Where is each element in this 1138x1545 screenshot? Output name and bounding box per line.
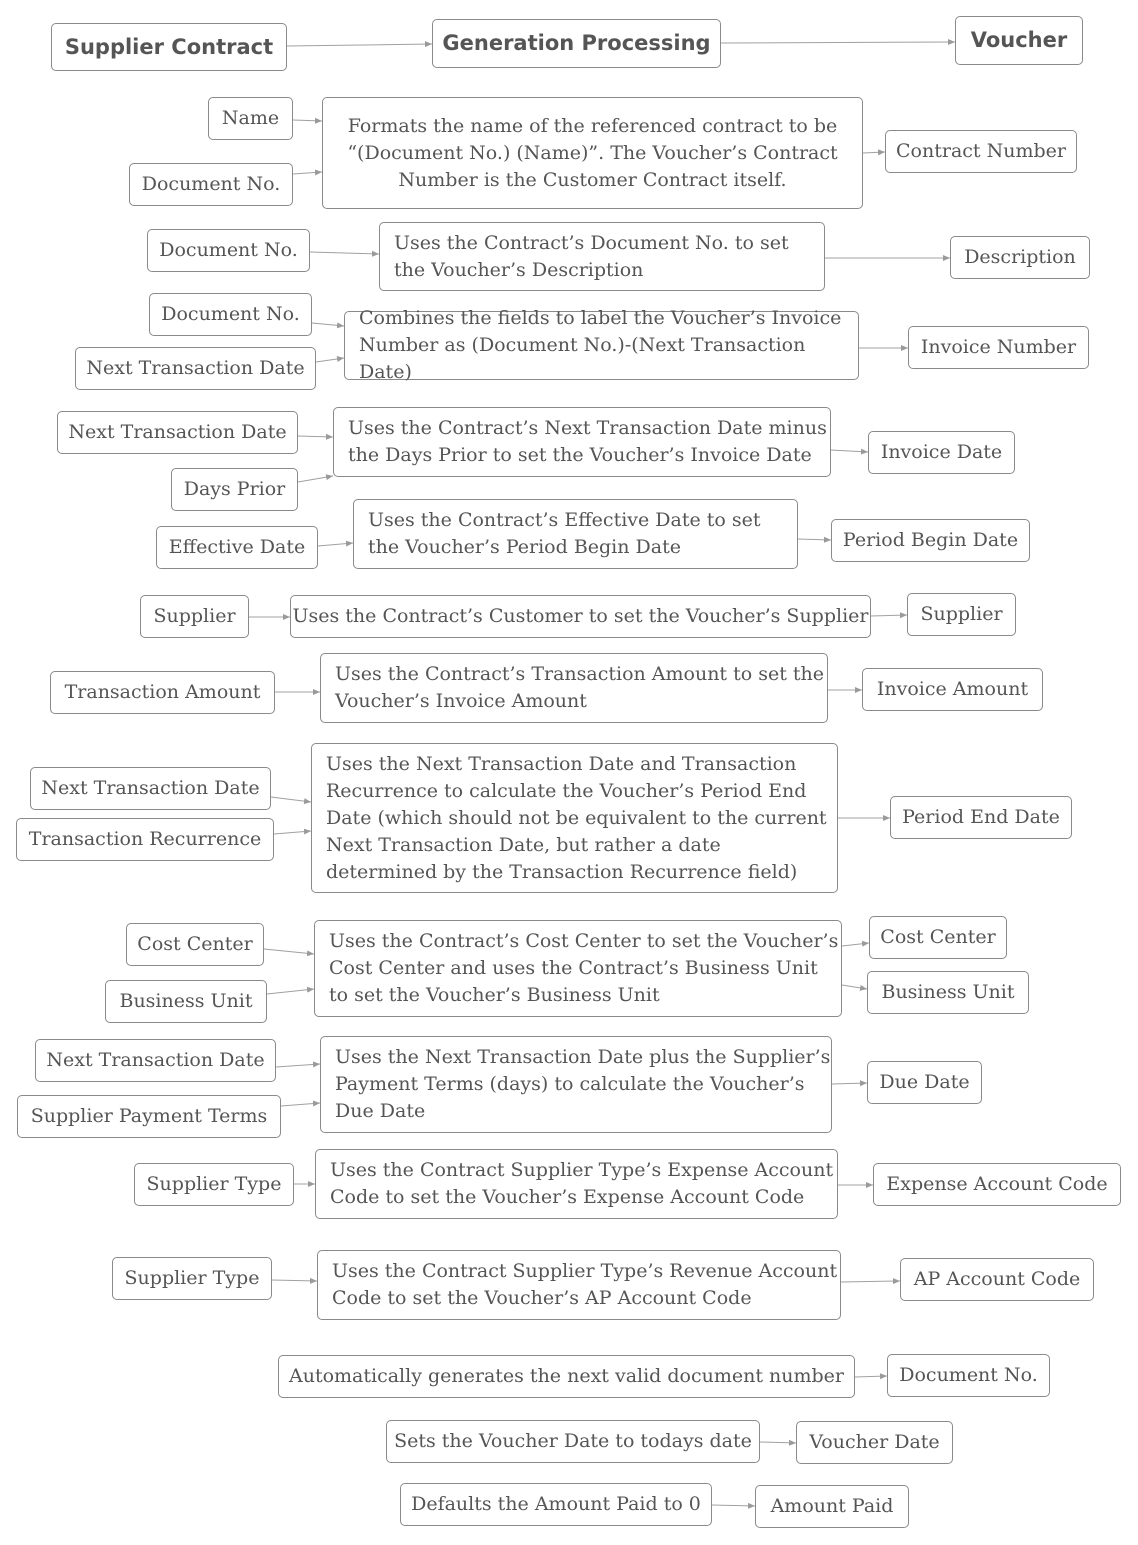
connector-arrow	[842, 943, 869, 946]
input-field-label: Business Unit	[119, 990, 253, 1012]
output-field-box	[868, 431, 1015, 474]
input-field-label: Supplier Type	[124, 1267, 260, 1289]
connector-arrow	[760, 1442, 796, 1443]
output-field-box	[890, 796, 1072, 839]
process-description: Sets the Voucher Date to todays date	[394, 1430, 752, 1452]
output-field-label: Amount Paid	[770, 1495, 894, 1517]
output-field-box	[867, 971, 1029, 1014]
process-description: Uses the Contract Supplier Type’s Revenue Account Code to set the Voucher’s AP Account Code	[332, 1260, 838, 1309]
input-field-box	[30, 767, 271, 810]
process-description: Automatically generates the next valid document number	[288, 1365, 845, 1387]
output-field-label: Business Unit	[881, 981, 1015, 1003]
connector-arrow	[712, 1505, 755, 1506]
connector-arrow	[276, 1064, 320, 1067]
input-field-label: Supplier Payment Terms	[30, 1105, 268, 1127]
input-field-box	[112, 1257, 272, 1300]
connector-arrow	[298, 436, 333, 437]
output-field-label: Invoice Number	[920, 336, 1077, 358]
process-box	[322, 97, 863, 209]
input-field-label: Next Transaction Date	[46, 1049, 265, 1071]
input-field-label: Next Transaction Date	[41, 777, 260, 799]
process-description: Uses the Contract’s Document No. to set the Voucher’s Description	[394, 231, 789, 281]
output-field-label: Period End Date	[902, 806, 1060, 828]
input-field-label: Transaction Amount	[64, 681, 261, 703]
output-field-box	[900, 1258, 1094, 1301]
process-description: Uses the Next Transaction Date plus the Supplier’s Payment Terms (days) to calculate the Voucher’s Due Date	[335, 1046, 831, 1122]
connector-arrow	[287, 44, 432, 46]
input-field-label: Document No.	[159, 239, 298, 261]
input-field-box	[105, 980, 267, 1023]
process-description: Uses the Contract’s Customer to set the Voucher’s Supplier	[292, 605, 869, 627]
input-field-box	[208, 97, 293, 140]
connector-arrow	[318, 543, 353, 546]
process-box	[320, 1036, 832, 1133]
header-supplier-contract-label: Supplier Contract	[64, 34, 274, 59]
process-box	[400, 1483, 712, 1526]
input-field-box	[156, 526, 318, 569]
output-field-box	[755, 1485, 909, 1528]
input-field-label: Document No.	[161, 303, 300, 325]
connector-arrow	[842, 985, 867, 989]
output-field-box	[908, 326, 1089, 369]
input-field-box	[134, 1163, 294, 1206]
process-box	[314, 920, 842, 1017]
process-description: Uses the Contract’s Next Transaction Date minus the Days Prior to set the Voucher’s Invoice Date	[348, 417, 827, 466]
input-field-box	[129, 163, 293, 206]
connector-arrow	[281, 1103, 320, 1106]
process-description: Formats the name of the referenced contract to be “(Document No.) (Name)”. The Voucher’s Contract Number is the Customer Contract itself.	[347, 114, 838, 191]
input-field-label: Supplier Type	[146, 1173, 282, 1195]
process-box	[278, 1355, 855, 1398]
output-field-label: Expense Account Code	[886, 1173, 1108, 1195]
connector-arrow	[298, 476, 333, 482]
process-box	[317, 1250, 841, 1320]
output-field-box	[862, 668, 1043, 711]
connector-arrow	[293, 172, 322, 174]
process-description: Uses the Contract Supplier Type’s Expense Account Code to set the Voucher’s Expense Account Code	[330, 1159, 834, 1208]
connector-arrow	[271, 797, 311, 802]
output-field-label: Document No.	[899, 1364, 1038, 1386]
connector-arrow	[841, 1281, 900, 1282]
output-field-box	[867, 1061, 982, 1104]
output-field-box	[887, 1354, 1050, 1397]
header-generation-processing	[432, 19, 721, 68]
input-field-box	[147, 229, 310, 272]
header-supplier-contract	[51, 23, 287, 71]
input-field-label: Next Transaction Date	[68, 421, 287, 443]
connector-arrow	[274, 831, 311, 834]
connector-arrow	[721, 42, 955, 43]
process-description: Uses the Contract’s Cost Center to set the Voucher’s Cost Center and uses the Contract’s Business Unit to set the Voucher’s Business Unit	[329, 930, 839, 1006]
input-field-label: Days Prior	[183, 478, 286, 500]
output-field-label: Voucher Date	[809, 1431, 940, 1453]
output-field-label: Invoice Date	[880, 441, 1003, 463]
connector-arrow	[798, 539, 831, 540]
input-field-label: Document No.	[141, 173, 281, 195]
output-field-box	[869, 916, 1007, 959]
input-field-box	[75, 347, 316, 390]
process-description: Uses the Contract’s Effective Date to set the Voucher’s Period Begin Date	[368, 509, 761, 558]
connector-arrow	[316, 358, 344, 362]
process-box	[315, 1149, 838, 1219]
input-field-label: Transaction Recurrence	[28, 828, 262, 850]
process-box	[386, 1420, 760, 1463]
output-field-label: Period Begin Date	[842, 529, 1019, 551]
connector-arrow	[310, 252, 379, 254]
process-description: Uses the Contract’s Transaction Amount to set the Voucher’s Invoice Amount	[335, 663, 825, 712]
input-field-box	[16, 818, 274, 861]
header-generation-processing-label: Generation Processing	[442, 31, 711, 55]
output-field-label: Contract Number	[896, 140, 1066, 162]
input-field-label: Name	[221, 107, 280, 129]
process-description: Combines the fields to label the Voucher’s Invoice Number as (Document No.)-(Next Transaction Date)	[359, 307, 842, 383]
input-field-label: Effective Date	[168, 536, 306, 558]
header-voucher	[955, 16, 1083, 65]
connector-arrow	[831, 450, 868, 452]
input-field-box	[149, 293, 312, 336]
input-field-box	[50, 671, 275, 714]
connector-arrow	[863, 152, 885, 153]
input-field-label: Supplier	[153, 605, 236, 627]
output-field-label: Cost Center	[880, 926, 996, 948]
input-field-box	[140, 595, 249, 638]
output-field-box	[831, 519, 1030, 562]
output-field-box	[885, 130, 1077, 173]
input-field-label: Next Transaction Date	[86, 357, 305, 379]
input-field-box	[17, 1095, 281, 1138]
process-box	[333, 407, 831, 477]
connector-arrow	[312, 323, 344, 326]
process-box	[320, 653, 828, 723]
input-field-box	[57, 411, 298, 454]
connector-arrow	[832, 1083, 867, 1084]
connector-arrow	[272, 1280, 317, 1281]
process-description: Defaults the Amount Paid to 0	[411, 1493, 701, 1515]
output-field-label: Due Date	[879, 1071, 970, 1093]
process-box	[344, 307, 859, 383]
connector-arrow	[871, 615, 907, 616]
output-field-label: Description	[964, 246, 1076, 268]
input-field-box	[35, 1039, 276, 1082]
output-field-label: Invoice Amount	[876, 678, 1029, 700]
input-field-box	[126, 923, 264, 966]
process-box	[353, 499, 798, 569]
output-field-label: AP Account Code	[913, 1268, 1081, 1290]
output-field-label: Supplier	[920, 603, 1003, 625]
process-box	[379, 222, 825, 291]
process-box	[311, 743, 838, 893]
process-box	[290, 595, 871, 638]
connector-arrow	[264, 949, 314, 954]
output-field-box	[907, 593, 1016, 636]
input-field-label: Cost Center	[137, 933, 253, 955]
process-description: Uses the Next Transaction Date and Transaction Recurrence to calculate the Voucher’s Period End Date (which should not be equivalent to the current Next Transaction Date, but rather a date determined by the Transaction Recurrence field)	[326, 752, 827, 883]
connector-arrow	[855, 1376, 887, 1377]
output-field-box	[873, 1163, 1121, 1206]
input-field-box	[171, 468, 298, 511]
output-field-box	[796, 1421, 953, 1464]
connector-arrow	[267, 989, 314, 994]
output-field-box	[950, 236, 1090, 279]
header-voucher-label: Voucher	[970, 28, 1068, 52]
connector-arrow	[293, 120, 322, 121]
